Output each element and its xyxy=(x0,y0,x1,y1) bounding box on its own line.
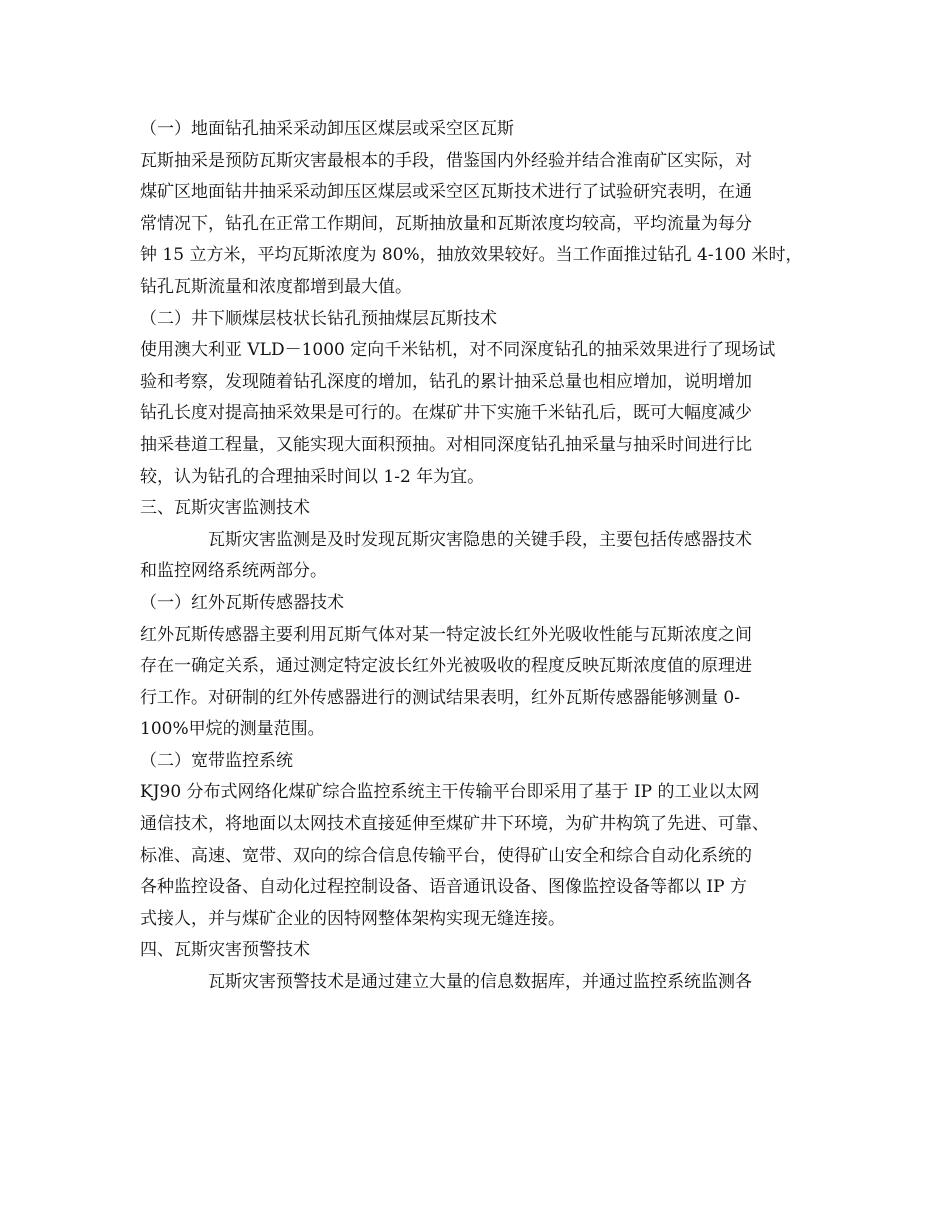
document-body xyxy=(140,114,820,999)
text-line: 三、瓦斯灾害监测技术 xyxy=(140,498,310,519)
text-line: 瓦斯灾害预警技术是通过建立大量的信息数据库，并通过监控系统监测各 xyxy=(208,972,752,993)
text-line: （二）宽带监控系统 xyxy=(140,750,293,771)
text-line: 通信技术，将地面以太网技术直接延伸至煤矿井下环境，为矿井构筑了先进、可靠、 xyxy=(140,814,769,835)
text-line: 标准、高速、宽带、双向的综合信息传输平台，使得矿山安全和综合自动化系统的 xyxy=(140,845,752,866)
text-line: 各种监控设备、自动化过程控制设备、语音通讯设备、图像监控设备等都以 IP 方 xyxy=(140,877,747,898)
text-line: 钟 15 立方米，平均瓦斯浓度为 80%，抽放效果较好。当工作面推过钻孔 4-100 米时， xyxy=(140,245,803,266)
text-line: （二）井下顺煤层枝状长钻孔预抽煤层瓦斯技术 xyxy=(140,308,497,329)
text-line: 瓦斯抽采是预防瓦斯灾害最根本的手段，借鉴国内外经验并结合淮南矿区实际，对 xyxy=(140,150,752,171)
text-line: 验和考察，发现随着钻孔深度的增加，钻孔的累计抽采总量也相应增加，说明增加 xyxy=(140,371,752,392)
text-line: 使用澳大利亚 VLD－1000 定向千米钻机，对不同深度钻孔的抽采效果进行了现场试 xyxy=(140,340,776,361)
text-line: 瓦斯灾害监测是及时发现瓦斯灾害隐患的关键手段，主要包括传感器技术 xyxy=(208,529,752,550)
text-line: 常情况下，钻孔在正常工作期间，瓦斯抽放量和瓦斯浓度均较高，平均流量为每分 xyxy=(140,213,752,234)
text-line: （一）红外瓦斯传感器技术 xyxy=(140,592,344,613)
text-line: 式接人，并与煤矿企业的因特网整体架构实现无缝连接。 xyxy=(140,908,565,929)
text-line: 四、瓦斯灾害预警技术 xyxy=(140,940,310,961)
text-line: 100%甲烷的测量范围。 xyxy=(140,719,325,740)
text-line: 抽采巷道工程量，又能实现大面积预抽。对相同深度钻孔抽采量与抽采时间进行比 xyxy=(140,434,752,455)
text-line: （一）地面钻孔抽采采动卸压区煤层或采空区瓦斯 xyxy=(140,119,514,139)
text-line: 钻孔瓦斯流量和浓度都增到最大值。 xyxy=(140,276,412,297)
text-line: 煤矿区地面钻井抽采采动卸压区煤层或采空区瓦斯技术进行了试验研究表明，在通 xyxy=(140,182,752,203)
text-line: 钻孔长度对提高抽采效果是可行的。在煤矿井下实施千米钻孔后，既可大幅度减少 xyxy=(140,403,752,424)
text-line: 和监控网络系统两部分。 xyxy=(140,561,327,582)
text-line: 存在一确定关系，通过测定特定波长红外光被吸收的程度反映瓦斯浓度值的原理进 xyxy=(140,656,752,677)
text-line: 红外瓦斯传感器主要利用瓦斯气体对某一特定波长红外光吸收性能与瓦斯浓度之间 xyxy=(140,624,752,645)
text-line: 较，认为钻孔的合理抽采时间以 1-2 年为宜。 xyxy=(140,466,485,487)
text-line: 行工作。对研制的红外传感器进行的测试结果表明，红外瓦斯传感器能够测量 0- xyxy=(140,687,740,708)
text-line: KJ90 分布式网络化煤矿综合监控系统主干传输平台即采用了基于 IP 的工业以太网 xyxy=(140,782,760,803)
